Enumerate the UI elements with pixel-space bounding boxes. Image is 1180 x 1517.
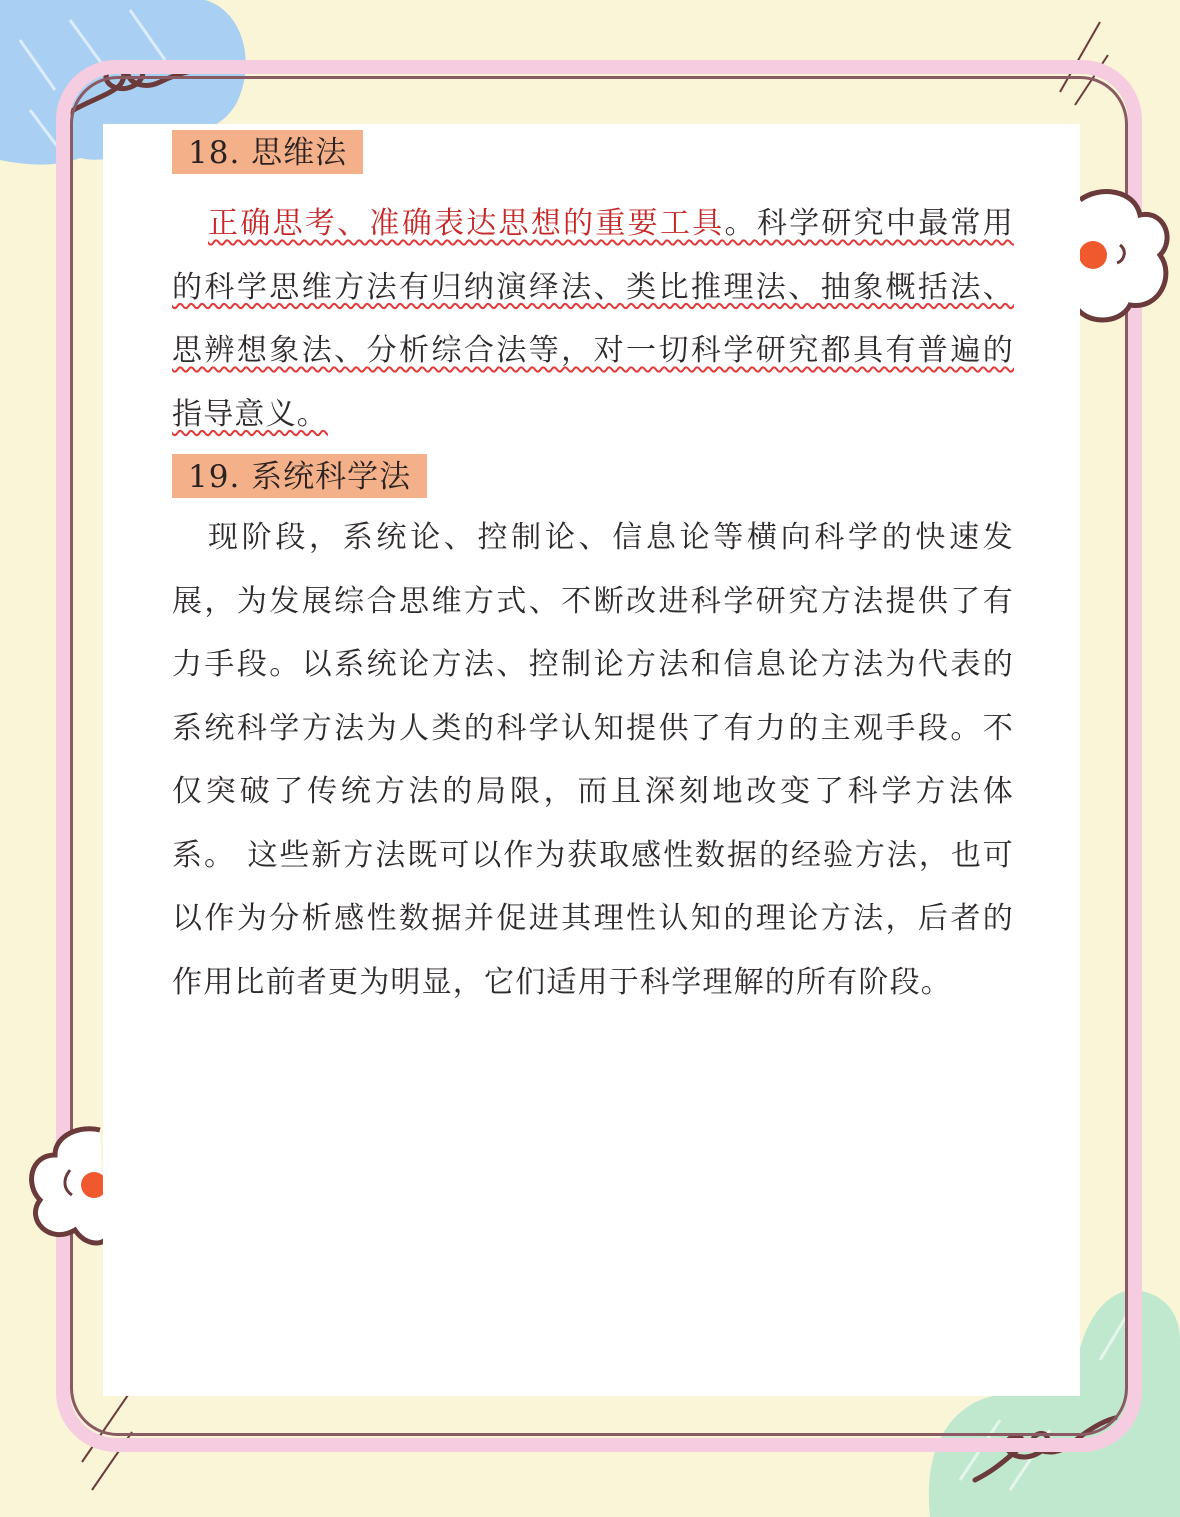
flower-icon — [32, 1129, 107, 1243]
section-heading: 18. 思维法 — [172, 130, 363, 174]
paragraph-text: 现阶段，系统论、控制论、信息论等横向科学的快速发展，为发展综合思维方式、不断改进科学研究方法提供了有力手段。以系统论方法、控制论方法和信息论方法为代表的系统科学方法为人类的科学认知提供了有力的主观手段。不仅突破了传统方法的局限，而且深刻地改变了科学方法体系。 这些新方法既可以作为获取感性数据的经验方法，也可以作为分析感性数据并促进其理性认知的理论方法，后者的作用比前者更为明显，它们适用于科学理解的所有阶段。 — [172, 520, 1014, 1000]
section-paragraph — [172, 192, 1014, 446]
paragraph-text: 。科学研究中最常用的科学思维方法有归纳演绎法、类比推理法、抽象概括法、思辨想象法、分析综合法等，对一切科学研究都具有普遍的指导意义。 — [172, 206, 1014, 432]
article-content — [172, 130, 1014, 1014]
section-paragraph — [172, 506, 1014, 1014]
highlighted-phrase: 正确思考、准确表达思想的重要工具 — [208, 206, 725, 241]
flower-icon — [1075, 192, 1167, 320]
section-heading: 19. 系统科学法 — [172, 454, 427, 498]
